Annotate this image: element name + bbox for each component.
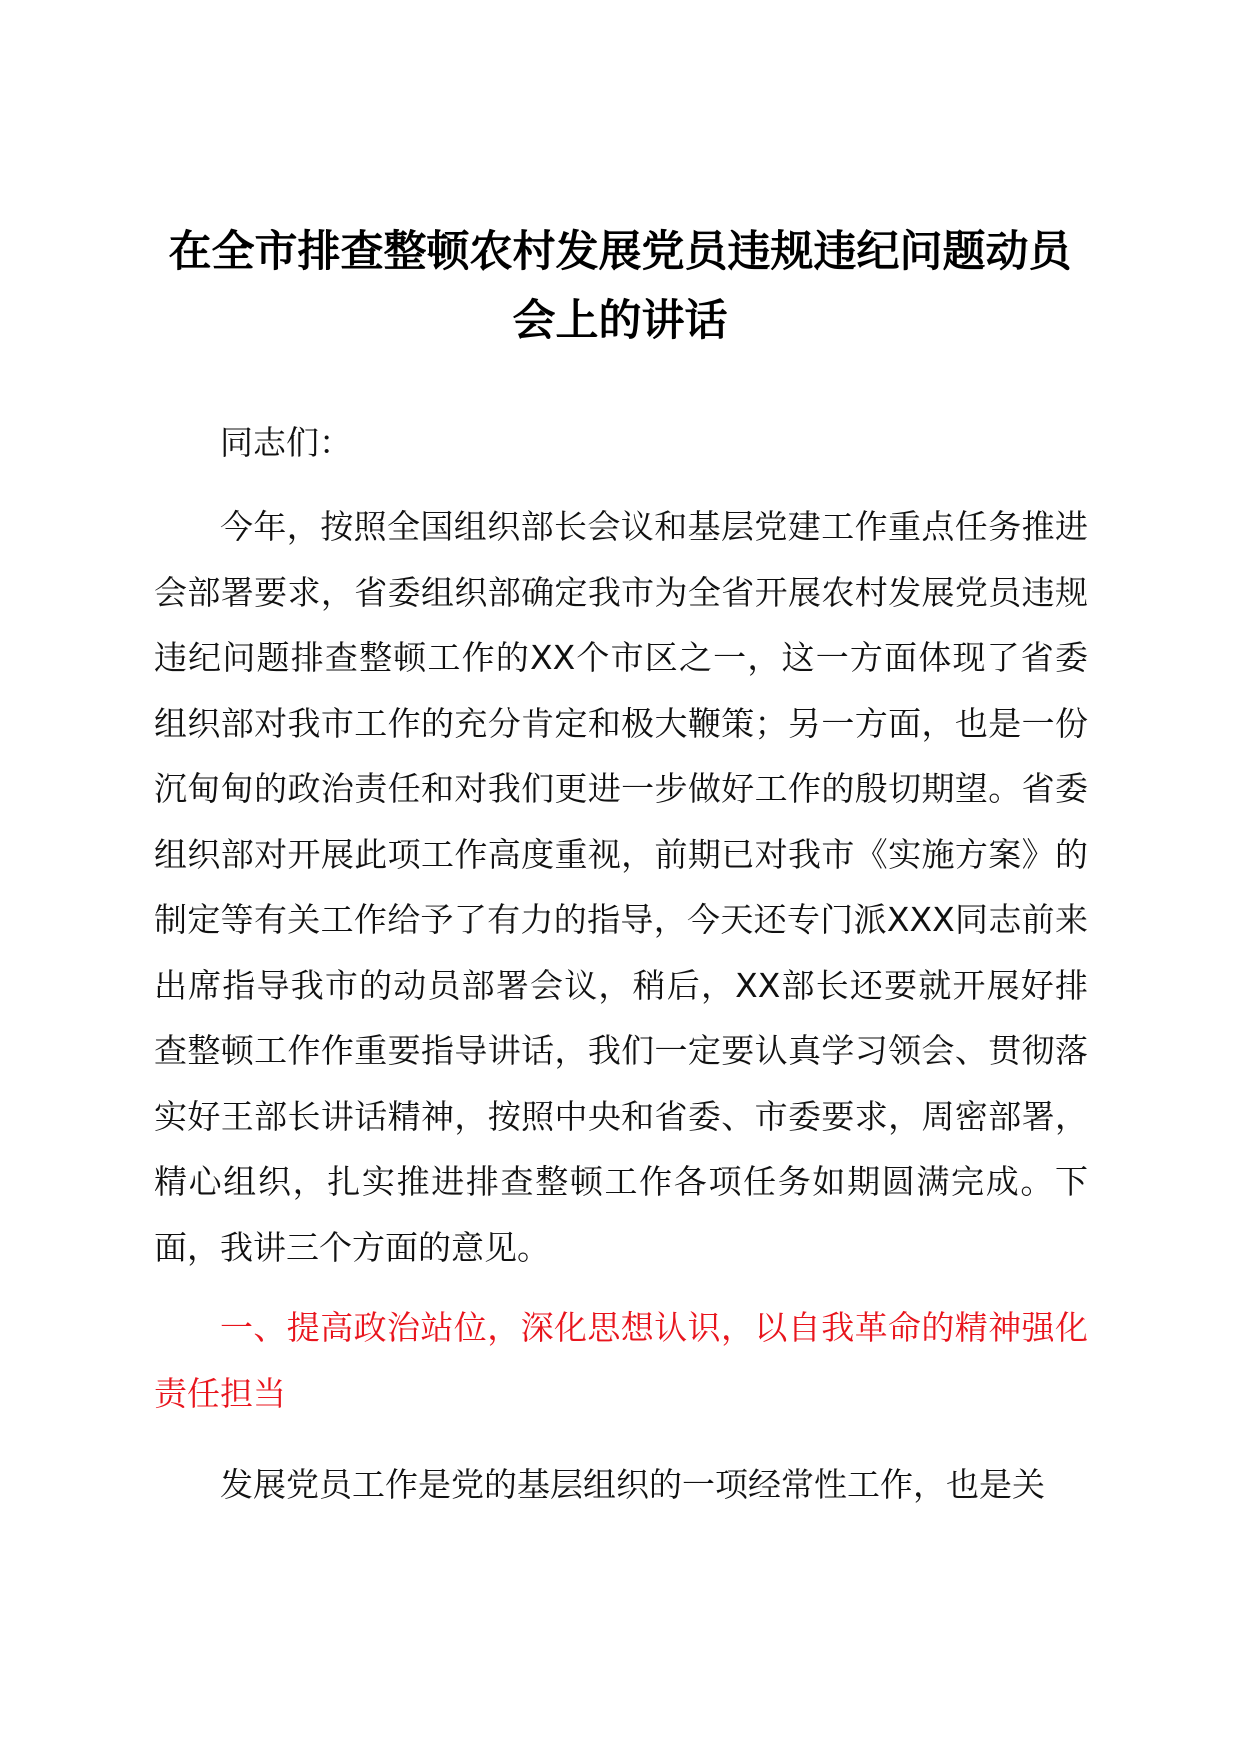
body-paragraph: 今年，按照全国组织部长会议和基层党建工作重点任务推进会部署要求，省委组织部确定我市为全省开展农村发展党员违规违纪问题排查整顿工作的XX个市区之一，这一方面体现了省委组织部对我市工作的充分肯定和极大鞭策；另一方面，也是一份沉甸甸的政治责任和对我们更进一步做好工作的殷切期望。省委组织部对开展此项工作高度重视，前期已对我市《实施方案》的制定等有关工作给予了有力的指导，今天还专门派XXX同志前来出席指导我市的动员部署会议，稍后，XX部长还要就开展好排查整顿工作作重要指导讲话，我们一定要认真学习领会、贯彻落实好王部长讲话精神，按照中央和省委、市委要求，周密部署，精心组织，扎实推进排查整顿工作各项任务如期圆满完成。下面，我讲三个方面的意见。 [154,507,1088,1267]
body-paragraph-partial: 发展党员工作是党的基层组织的一项经常性工作，也是关 [220,1465,1045,1504]
section-heading: 一、提高政治站位，深化思想认识，以自我革命的精神强化责任担当 [154,1308,1088,1413]
salutation: 同志们： [220,423,352,462]
document-title: 在全市排查整顿农村发展党员违规违纪问题动员会上的讲话 [168,227,1072,346]
